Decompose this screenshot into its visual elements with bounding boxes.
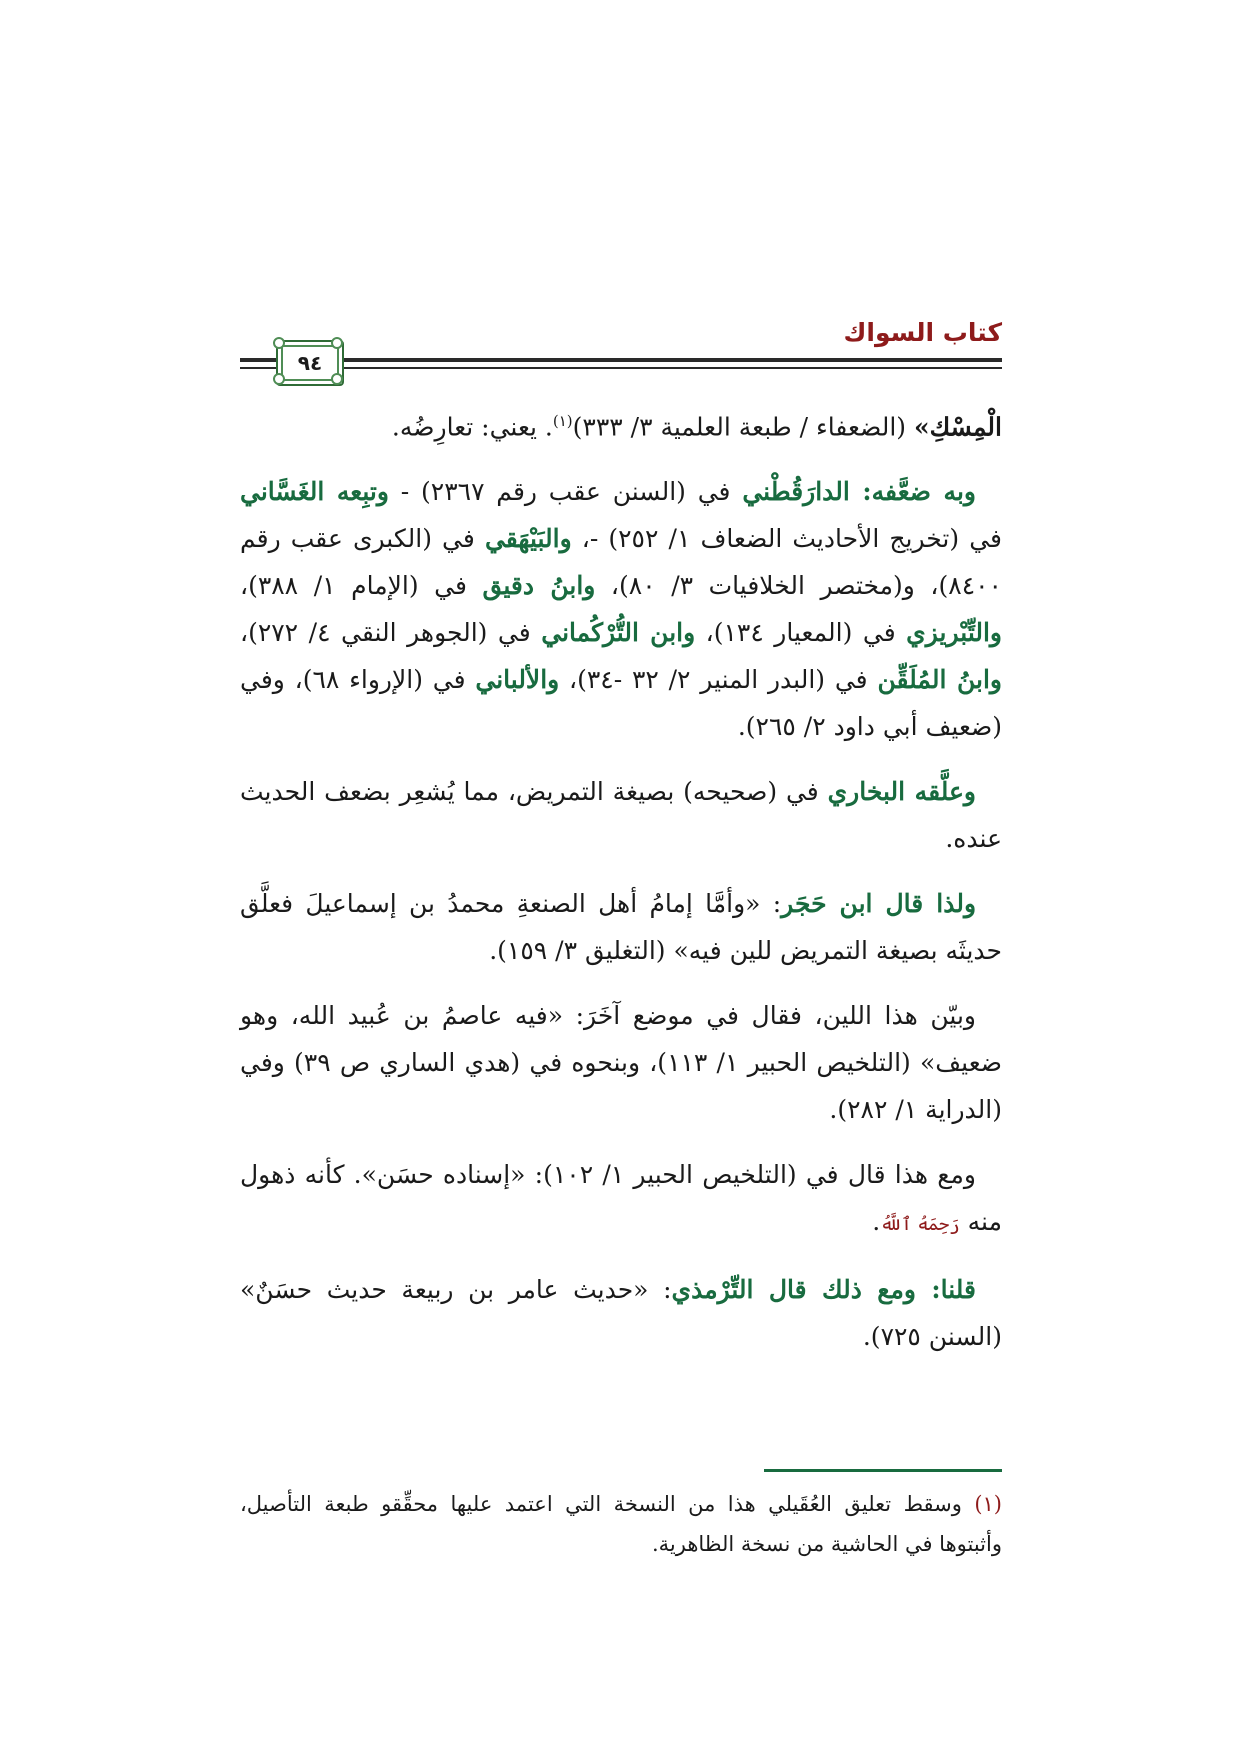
- highlighted-name: ولذا قال ابن حَجَر: [781, 889, 977, 919]
- paragraph: [240, 1266, 1002, 1360]
- text-run: رَحِمَهُ ٱللَّهُ: [880, 1214, 960, 1236]
- text-run: ومع هذا قال في (التلخيص الحبير ١/ ١٠٢): «إسناده حسَن». كأنه ذهول منه: [240, 1160, 1002, 1237]
- text-run: في (السنن عقب رقم ٢٣٦٧) -: [388, 477, 743, 507]
- text-run: وبيّن هذا اللين، فقال في موضع آخَرَ: «فيه عاصمُ بن عُبيد الله، وهو ضعيف» (التلخيص الحبير ١/ ١١٣)، وبنحوه في (هدي الساري ص ٣٩) وفي (الدراية ١/ ٢٨٢).: [240, 1001, 1002, 1125]
- main-text: [240, 398, 1002, 1378]
- page-number: ٩٤: [297, 351, 323, 375]
- highlighted-name: وابنُ دقيق: [482, 571, 596, 601]
- highlighted-name: والتِّبْريزي: [906, 618, 1002, 648]
- text-run: في (صحيحه) بصيغة التمريض، مما يُشعِر بضعف الحديث عنده.: [240, 777, 1002, 854]
- highlighted-name: وتبِعه الغَسَّاني: [240, 477, 389, 507]
- paragraph: [240, 880, 1002, 974]
- footnote: [240, 1484, 1002, 1564]
- text-run: . يعني: تعارِضُه.: [391, 412, 553, 442]
- paragraph: [240, 468, 1002, 750]
- footnote-number: (١): [974, 1492, 1002, 1516]
- text-run: .: [872, 1207, 881, 1237]
- paragraph: [240, 398, 1002, 450]
- text-run: : «حديث عامر بن ربيعة حديث حسَنٌ» (السنن ٧٢٥).: [240, 1275, 1002, 1352]
- text-run: في (المعيار ١٣٤)،: [695, 618, 907, 648]
- paragraph: [240, 1151, 1002, 1248]
- footnote-item: [240, 1484, 1002, 1564]
- ornament-icon: [273, 337, 285, 349]
- ornament-icon: [273, 373, 285, 385]
- book-title: كتاب السواك: [843, 318, 1002, 347]
- text-run: في (الجوهر النقي ٤/ ٢٧٢)،: [240, 618, 542, 648]
- header-rule-thick: [240, 358, 1002, 362]
- text-run: في (الإمام ١/ ٣٨٨)،: [240, 571, 483, 601]
- footnote-text: وسقط تعليق العُقَيلي هذا من النسخة التي اعتمد عليها محقِّقو طبعة التأصيل، وأثبتوها في الحاشية من نسخة الظاهرية.: [240, 1492, 1002, 1556]
- footnote-separator: [764, 1469, 1002, 1472]
- text-run: : «وأمَّا إمامُ أهل الصنعةِ محمدُ بن إسماعيلَ فعلَّق حديثَه بصيغة التمريض للين فيه» (التغليق ٣/ ١٥٩).: [240, 889, 1002, 966]
- text-run: (الضعفاء / طبعة العلمية ٣/ ٣٣٣): [572, 412, 914, 442]
- text-run: الْمِسْكِ»: [913, 412, 1002, 442]
- ornament-icon: [331, 373, 343, 385]
- highlighted-name: وابنُ المُلَقِّن: [877, 665, 1002, 695]
- ornament-icon: [331, 337, 343, 349]
- text-run: في (الإرواء ٦٨)، وفي (ضعيف أبي داود ٢/ ٢٦٥).: [240, 665, 1002, 742]
- paragraph: [240, 992, 1002, 1133]
- highlighted-name: وعلَّقه البخاري: [827, 777, 976, 807]
- paragraph: [240, 768, 1002, 862]
- page-header: [240, 318, 1002, 388]
- text-run: في (الكبرى عقب رقم ٨٤٠٠)، و(مختصر الخلافيات ٣/ ٨٠)،: [240, 524, 1002, 601]
- header-rule-thin: [240, 367, 1002, 369]
- highlighted-name: وبه ضعَّفه: الدارَقُطْني: [742, 477, 976, 507]
- highlighted-name: وابن التُّرْكُماني: [541, 618, 696, 648]
- text-run: في (تخريج الأحاديث الضعاف ١/ ٢٥٢) -،: [571, 524, 1002, 554]
- highlighted-name: قلنا: ومع ذلك قال التِّرْمذي: [671, 1275, 976, 1305]
- text-run: في (البدر المنير ٢/ ٣٢ -٣٤)،: [559, 665, 878, 695]
- highlighted-name: والبَيْهَقي: [484, 524, 572, 554]
- footnote-ref: (١): [552, 412, 573, 430]
- highlighted-name: والألباني: [475, 665, 560, 695]
